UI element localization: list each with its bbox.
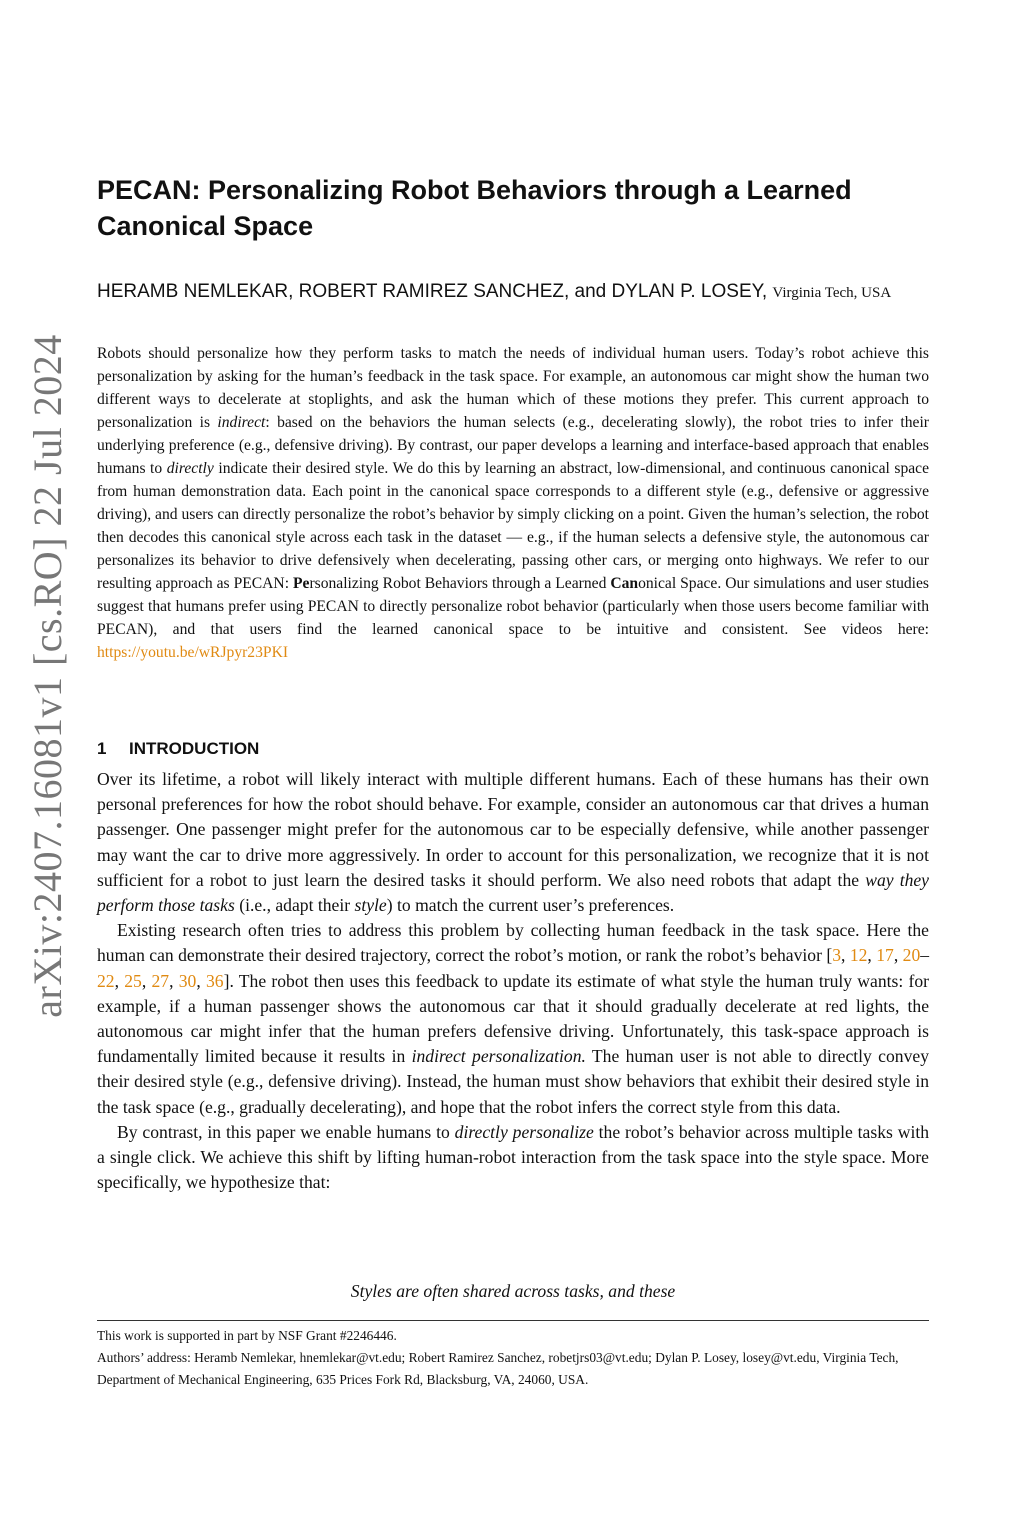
author-names: HERAMB NEMLEKAR, ROBERT RAMIREZ SANCHEZ, and DYLAN P. LOSEY, — [97, 281, 768, 302]
author-address: Authors’ address: Heramb Nemlekar, hnemlekar@vt.edu; Robert Ramirez Sanchez, robetjrs03@vt.edu; Dylan P. Losey, losey@vt.edu, Virginia Tech, Department of Mechanical Engineering, 635 Prices Fork Rd, Blacksburg, VA, 24060, USA. — [97, 1350, 899, 1387]
citation-link[interactable]: 36 — [206, 970, 224, 991]
abstract-emphasis: directly — [166, 460, 214, 477]
citation-link[interactable]: 30 — [178, 970, 197, 991]
video-link[interactable]: https://youtu.be/wRJpyr23PKI — [97, 644, 289, 661]
intro-emphasis: indirect personalization. — [411, 1046, 586, 1067]
paper-title: PECAN: Personalizing Robot Behaviors through a Learned Canonical Space — [97, 175, 852, 241]
acronym-letters: Can — [610, 575, 639, 592]
intro-text: (i.e., adapt their — [234, 895, 355, 916]
intro-text: By contrast, in this paper we enable humans to — [117, 1121, 455, 1142]
abstract — [97, 342, 929, 664]
intro-paragraph-2: Existing research often tries to address this problem by collecting human feedback in the task space. Here the human can demonstrate their desired trajectory, correct the robot’s motion, or rank the robot’s behavior [3, 12, 17, 20–22, 25, 27, 30, 36]. The robot then uses this feedback to update its estimate of what style the human truly wants: for example, if a human passenger shows the autonomous car that it should gradually decelerate at red lights, the autonomous car might infer that the human prefers defensive driving. Unfortunately, this task-space approach is fundamentally limited because it results in indirect personalization. The human user is not able to directly convey their desired style (e.g., defensive driving). Instead, the human must show behaviors that exhibit their desired style in the task space (e.g., gradually decelerating), and hope that the robot infers the correct style from this data. — [97, 920, 930, 1117]
citation-link[interactable]: 20 — [902, 945, 921, 966]
abstract-emphasis: indirect — [217, 414, 266, 431]
citation-link[interactable]: 12 — [849, 945, 868, 966]
abstract-text: : based on the behaviors the human selects (e.g., decelerating slowly), the robot tries to infer their underlying preference (e.g., defensive driving). By contrast, our paper develops a learning and interface-based approach that enables humans to — [97, 414, 929, 477]
footnote — [97, 1325, 929, 1391]
section-heading — [97, 737, 929, 761]
hypothesis-statement: Styles are often shared across tasks, and these — [350, 1281, 676, 1301]
abstract-text: Robots should personalize how they perform tasks to match the needs of individual human users. Today’s robot achieve this personalization by asking for the human’s feedback in the task space. For example, an autonomous car might show the human two different ways to decelerate at stoplights, and ask the human which of these motions they prefer. This current approach to personalization is — [97, 345, 929, 431]
citation-link[interactable]: 3 — [832, 945, 842, 966]
author-line — [97, 278, 929, 307]
intro-text: ]. The robot then uses this feedback to update its estimate of what style the human truly wants: for example, if a human passenger shows the autonomous car that it should gradually decelerate at red lights, the autonomous car might infer that the human prefers defensive driving. Unfortunately, this task-space approach is fundamentally limited because it results in — [97, 970, 930, 1067]
intro-text: the robot’s behavior across multiple tasks with a single click. We achieve this shift by lifting human-robot interaction from the task space into the style space. More specifically, we hypothesize that: — [97, 1121, 930, 1193]
abstract-text: rsonalizing Robot Behaviors through a Learned — [309, 575, 611, 592]
citation-link[interactable]: 17 — [876, 945, 894, 966]
citation-link[interactable]: 25 — [124, 970, 142, 991]
section-title: INTRODUCTION — [129, 739, 260, 758]
intro-emphasis: directly personalize — [454, 1121, 594, 1142]
intro-paragraph-1 — [97, 767, 929, 918]
intro-text: ) to match the current user’s preferences. — [386, 895, 675, 916]
footnote-divider — [97, 1320, 929, 1321]
citation-link[interactable]: 22 — [97, 970, 115, 991]
intro-paragraph-3 — [97, 1120, 929, 1196]
intro-text: The human user is not able to directly convey their desired style (e.g., defensive driving). Instead, the human must show behaviors that exhibit their desired style in the task space (e.g., gradually decelerating), and hope that the robot infers the correct style from this data. — [97, 1046, 929, 1117]
citation-link[interactable]: 27 — [151, 970, 170, 991]
intro-text: Over its lifetime, a robot will likely interact with multiple different humans. Each of these humans has their own personal preferences for how the robot should behave. For example, consider an autonomous car that drives a human passenger. One passenger might prefer for the autonomous car to be especially defensive, while another passenger may want the car to drive more aggressively. In order to account for this personalization, we recognize that it is not sufficient for a robot to just learn the desired tasks it should perform. We also need robots that adapt the — [97, 769, 929, 890]
arxiv-identifier-stamp: arXiv:2407.16081v1 [cs.RO] 22 Jul 2024 — [25, 334, 70, 1018]
author-affiliation: Virginia Tech, USA — [772, 285, 892, 301]
intro-emphasis: style — [354, 895, 387, 916]
introduction-body — [97, 767, 929, 1195]
intro-emphasis: way they perform those tasks — [97, 869, 929, 916]
acronym-letters: Pe — [292, 575, 310, 592]
intro-text: Existing research often tries to address this problem by collecting human feedback in the task space. Here the human can demonstrate their desired trajectory, correct the robot’s motion, or rank the robot’s behavior [ — [97, 920, 929, 966]
abstract-text: indicate their desired style. We do this by learning an abstract, low-dimensional, and continuous canonical space from human demonstration data. Each point in the canonical space corresponds to a different style (e.g., defensive or aggressive driving), and users can directly personalize the robot’s behavior by simply clicking on a point. Given the human’s selection, the robot then decodes this canonical style across each task in the dataset — e.g., if the human selects a defensive style, the autonomous car personalizes its behavior to drive defensively when decelerating, passing other cars, or merging onto highways. We refer to our resulting approach as PECAN: — [97, 460, 930, 592]
section-number: 1 — [97, 739, 107, 758]
abstract-text: onical Space. Our simulations and user studies suggest that humans prefer using PECAN to directly personalize robot behavior (particularly when those users become familiar with PECAN), and that users find the learned canonical space to be intuitive and consistent. See videos here: — [97, 575, 929, 638]
funding-note: This work is supported in part by NSF Grant #2246446. — [97, 1328, 397, 1343]
